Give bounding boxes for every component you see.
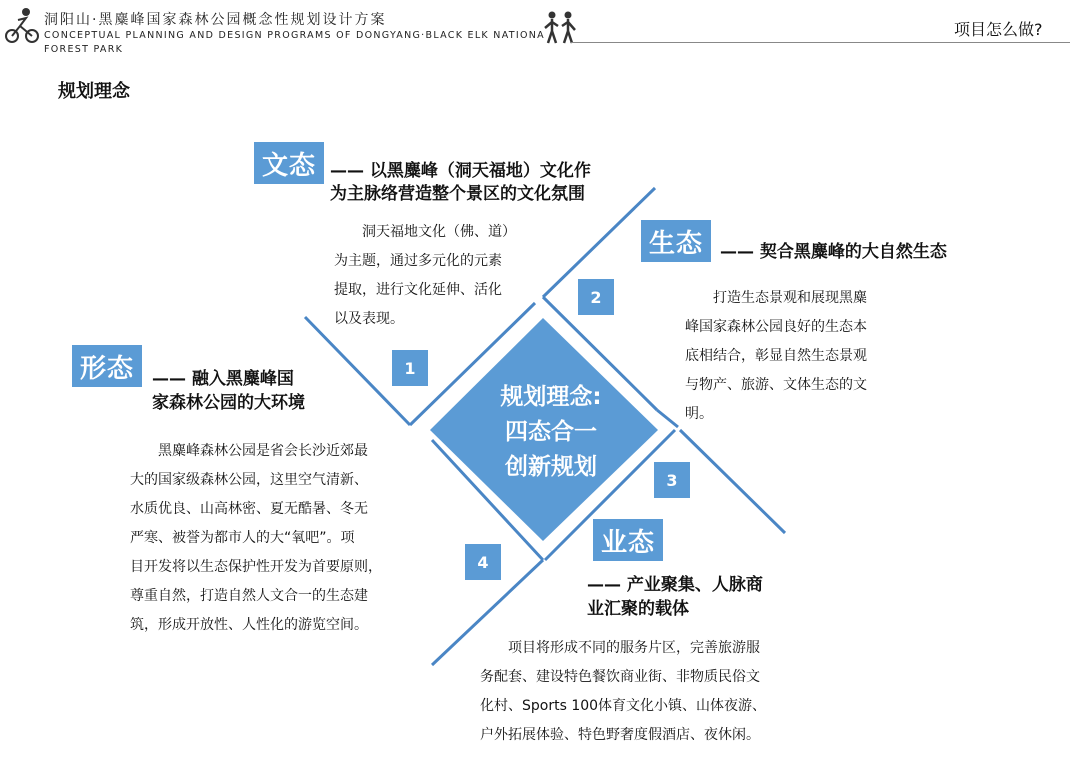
header-subtitle-en: CONCEPTUAL PLANNING AND DESIGN PROGRAMS OF DONGYANG·BLACK ELK NATIONA [44, 30, 545, 41]
section-title: 规划理念 [58, 81, 130, 102]
header-subtitle-en-2: FOREST PARK [44, 44, 124, 55]
shengtai-body: 打造生态景观和展现黑麋 峰国家森林公园良好的生态本 底相结合，彰显自然生态景观 与物产、旅游、文体生态的文 明。 [685, 290, 867, 422]
center-label [461, 380, 641, 485]
shengtai-heading: —— 契合黑麋峰的大自然生态 [720, 242, 947, 262]
xingtai-heading-2: 家森林公园的大环境 [152, 393, 305, 413]
number-badge-4: 4 [465, 544, 501, 580]
tag-wentai: 文态 [254, 142, 324, 184]
xingtai-heading-1: —— 融入黑麋峰国 [152, 369, 294, 389]
wentai-heading-2: 为主脉络营造整个景区的文化氛围 [330, 184, 585, 204]
center-line-1: 规划理念: [500, 384, 602, 410]
number-badge-1: 1 [392, 350, 428, 386]
header-title: 洞阳山·黑麋峰国家森林公园概念性规划设计方案 [44, 12, 387, 28]
xingtai-body: 黑麋峰森林公园是省会长沙近郊最 大的国家级森林公园，这里空气清新、 水质优良、山高林密、夏无酷暑、冬无 严寒、被誉为都市人的大“氧吧”。项 目开发将以生态保护性开发为首要原则， 尊重自然，打造自然人文合一的生态建 筑，形成开放性、人性化的游览空间。 [130, 443, 382, 633]
header-question: 项目怎么做? [954, 20, 1043, 39]
line-q3-right [657, 410, 678, 427]
center-line-3: 创新规划 [505, 454, 597, 480]
yetai-heading-1: —— 产业聚集、人脉商 [587, 575, 763, 595]
center-line-2: 四态合一 [505, 419, 597, 445]
number-badge-3: 3 [654, 462, 690, 498]
tag-xingtai: 形态 [72, 345, 142, 387]
wentai-body: 洞天福地文化（佛、道） 为主题，通过多元化的元素 提取，进行文化延伸、活化 以及表现。 [334, 224, 516, 327]
yetai-heading-2: 业汇聚的载体 [587, 599, 689, 619]
yetai-body: 项目将形成不同的服务片区，完善旅游服 务配套、建设特色餐饮商业街、非物质民俗文 化村、Sports 100体育文化小镇、山体夜游、 户外拓展体验、特色野奢度假酒店、夜休闲。 [480, 640, 767, 743]
tag-yetai: 业态 [593, 519, 663, 561]
wentai-heading-1: —— 以黑麋峰（洞天福地）文化作 [330, 161, 591, 181]
tag-shengtai: 生态 [641, 220, 711, 262]
line-bottom-right [680, 430, 785, 533]
number-badge-2: 2 [578, 279, 614, 315]
